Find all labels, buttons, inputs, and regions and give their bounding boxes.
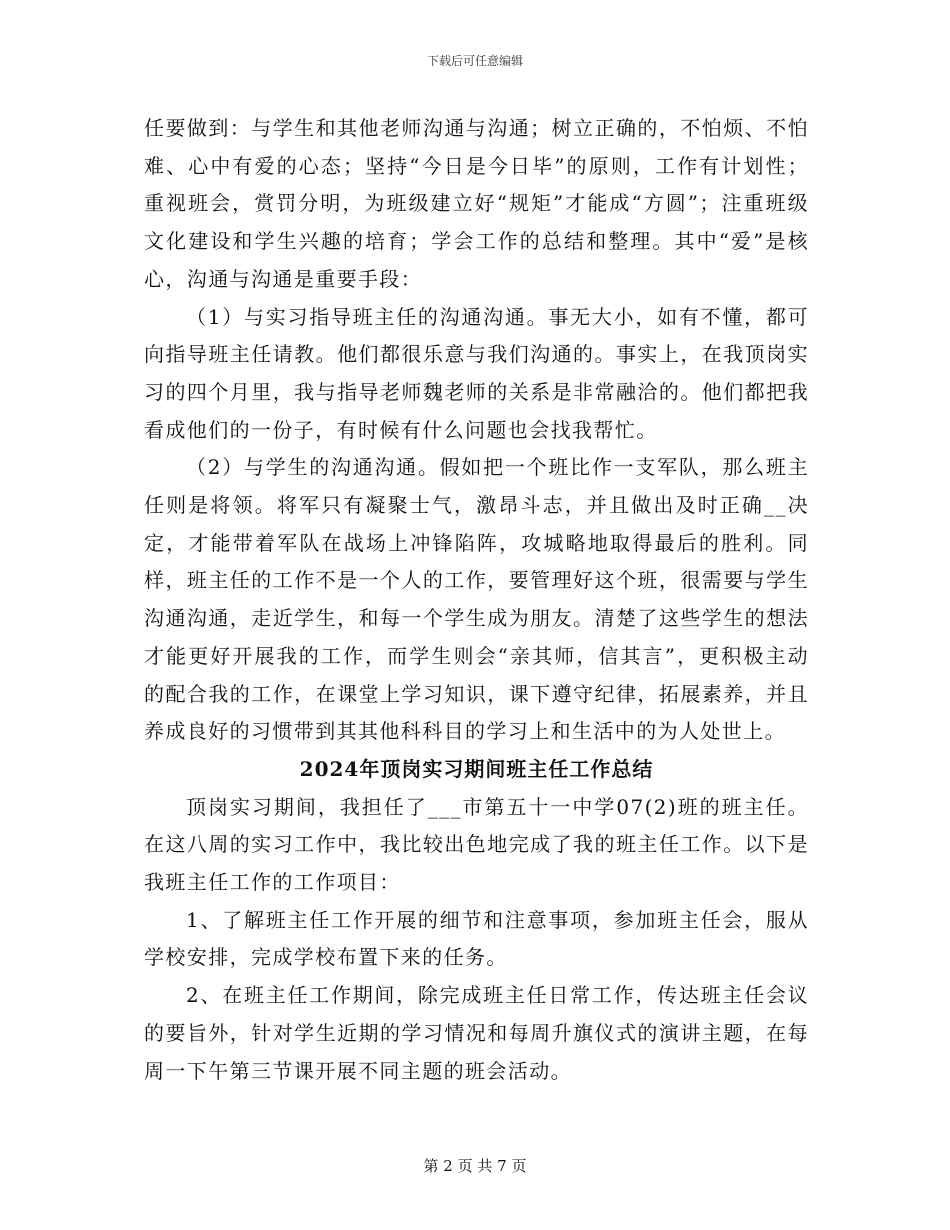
page-footer: 第 2 页 共 7 页 [423,1157,527,1175]
paragraph-point-1: 1、了解班主任工作开展的细节和注意事项，参加班主任会，服从学校安排，完成学校布置下来的任务。 [144,907,809,970]
page-header: 下载后可任意编辑 [426,54,523,68]
section-title: 2024年顶岗实习期间班主任工作总结 [299,756,654,781]
paragraph-intro: 顶岗实习期间，我担任了___市第五十一中学07(2)班的班主任。在这八周的实习工作中，我比较出色地完成了我的班主任工作。以下是我班主任工作的工作项目： [144,794,809,895]
paragraph-item-1: （1）与实习指导班主任的沟通沟通。事无大小，如有不懂，都可向指导班主任请教。他们都很乐意与我们沟通的。事实上，在我顶岗实习的四个月里，我与指导老师魏老师的关系是非常融洽的。他们都把我看成他们的一份子，有时候有什么问题也会找我帮忙。 [144,304,809,442]
paragraph-continuation: 任要做到：与学生和其他老师沟通与沟通；树立正确的，不怕烦、不怕难、心中有爱的心态；坚持“今日是今日毕”的原则，工作有计划性；重视班会，赏罚分明，为班级建立好“规矩”才能成“方圆”；注重班级文化建设和学生兴趣的培育；学会工作的总结和整理。其中“爱”是核心，沟通与沟通是重要手段： [144,116,809,291]
paragraph-item-2: （2）与学生的沟通沟通。假如把一个班比作一支军队，那么班主任则是将领。将军只有凝聚士气，激昂斗志，并且做出及时正确__决定，才能带着军队在战场上冲锋陷阵，攻城略地取得最后的胜利。同样，班主任的工作不是一个人的工作，要管理好这个班，很需要与学生沟通沟通，走近学生，和每一个学生成为朋友。清楚了这些学生的想法才能更好开展我的工作，而学生则会“亲其师，信其言”，更积极主动的配合我的工作，在课堂上学习知识，课下遵守纪律，拓展素养，并且养成良好的习惯带到其其他科科目的学习上和生活中的为人处世上。 [144,455,809,744]
document-body [144,110,809,1090]
paragraph-point-2: 2、在班主任工作期间，除完成班主任日常工作，传达班主任会议的要旨外，针对学生近期的学习情况和每周升旗仪式的演讲主题，在每周一下午第三节课开展不同主题的班会活动。 [144,983,809,1083]
